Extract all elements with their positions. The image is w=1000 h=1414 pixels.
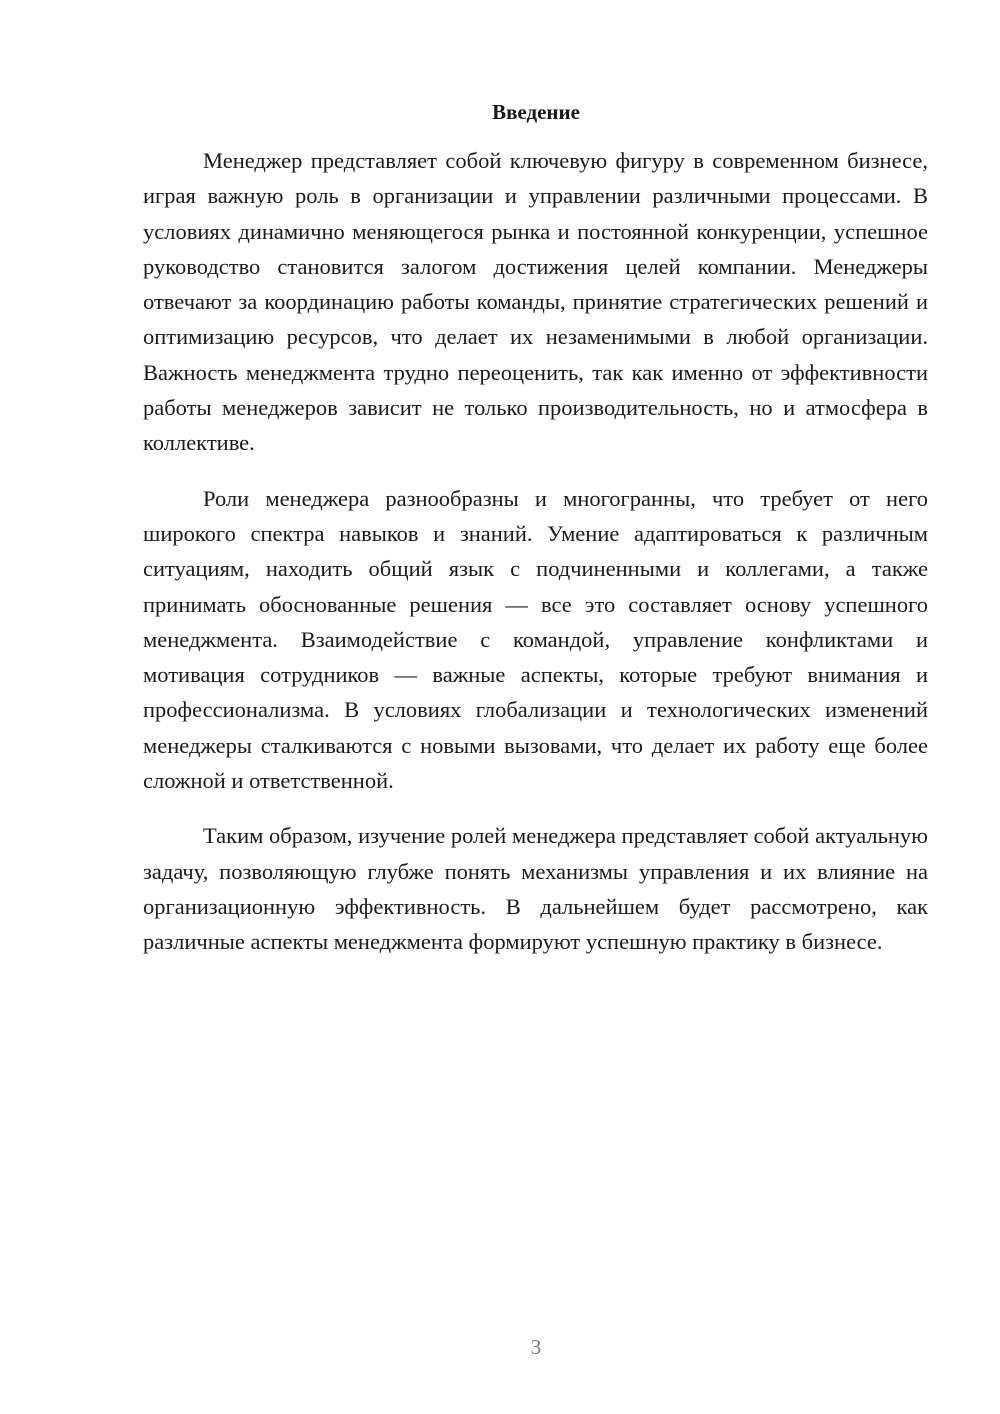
page-number: 3 — [530, 1335, 542, 1359]
body-text — [143, 143, 928, 980]
paragraph-3: Таким образом, изучение ролей менеджера представляет собой актуальную задачу, позволяющую глубже понять механизмы управления и их влияние на организационную эффективность. В дальнейшем будет рассмотрено, как различные аспекты менеджмента формируют успешную практику в бизнесе. — [143, 823, 928, 955]
paragraph-1: Менеджер представляет собой ключевую фигуру в современном бизнесе, играя важную роль в организации и управлении различными процессами. В условиях динамично меняющегося рынка и постоянной конкуренции, успешное руководство становится залогом достижения целей компании. Менеджеры отвечают за координацию работы команды, принятие стратегических решений и оптимизацию ресурсов, что делает их незаменимыми в любой организации. Важность менеджмента трудно переоценить, так как именно от эффективности работы менеджеров зависит не только производительность, но и атмосфера в коллективе. — [143, 148, 928, 456]
section-title: Введение — [492, 100, 580, 124]
paragraph-2: Роли менеджера разнообразны и многогранны, что требует от него широкого спектра навыков и знаний. Умение адаптироваться к различным ситуациям, находить общий язык с подчиненными и коллегами, а также принимать обоснованные решения — все это составляет основу успешного менеджмента. Взаимодействие с командой, управление конфликтами и мотивация сотрудников — важные аспекты, которые требуют внимания и профессионализма. В условиях глобализации и технологических изменений менеджеры сталкиваются с новыми вызовами, что делает их работу еще более сложной и ответственной. — [143, 485, 928, 794]
